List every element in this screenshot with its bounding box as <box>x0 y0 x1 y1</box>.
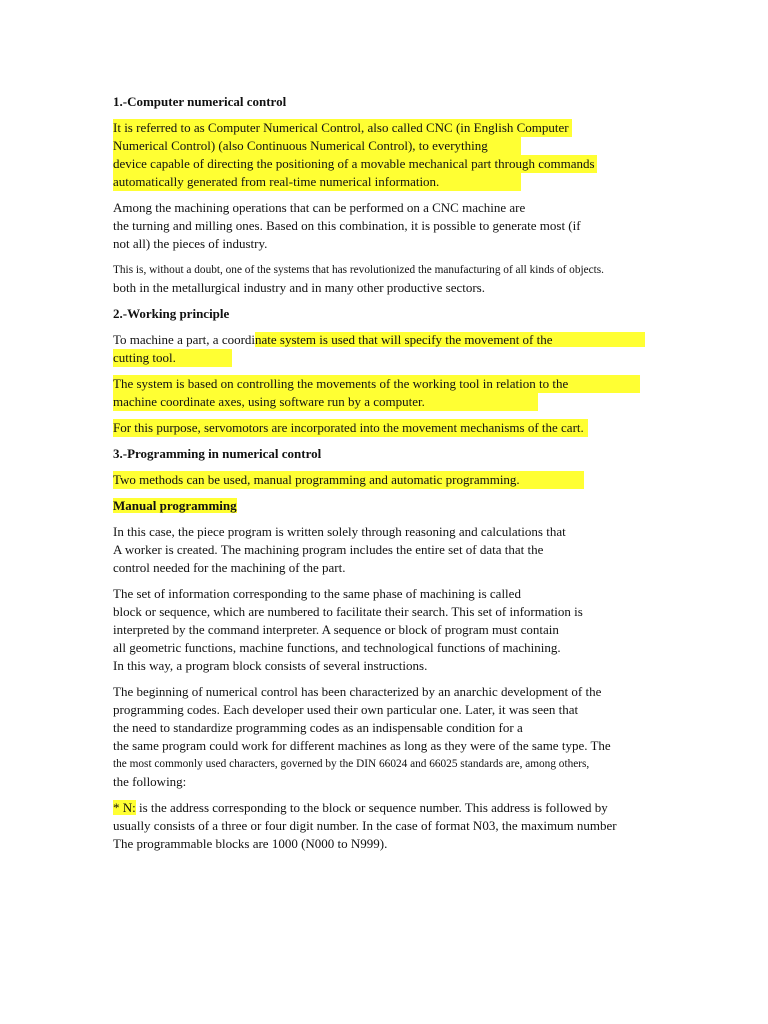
text-line: block or sequence, which are numbered to facilitate their search. This set of information is <box>113 604 583 619</box>
paragraph-piece-program <box>113 523 673 577</box>
highlighted-text: nate system is used that will specify the movement of the <box>255 332 645 347</box>
section-heading-cnc: 1.-Computer numerical control <box>113 94 287 109</box>
paragraph-machining-operations <box>113 199 673 253</box>
text-line: the need to standardize programming codes as an indispensable condition for a <box>113 720 523 735</box>
highlighted-line: Numerical Control) (also Continuous Numerical Control), to everything <box>113 137 521 155</box>
text-line-small: This is, without a doubt, one of the systems that has revolutionized the manufacturing of all kinds of objects. <box>113 264 605 276</box>
paragraph-control-system <box>113 375 673 411</box>
highlighted-line: automatically generated from real-time numerical information. <box>113 173 521 191</box>
highlighted-line: device capable of directing the positioning of a movable mechanical part through commands <box>113 156 595 171</box>
highlighted-line: For this purpose, servomotors are incorporated into the movement mechanisms of the cart. <box>113 419 588 437</box>
section-heading-working-principle: 2.-Working principle <box>113 306 230 321</box>
text-line: the same program could work for different machines as long as they were of the same type. The <box>113 738 611 753</box>
document-page <box>113 93 673 861</box>
plain-text: To machine a part, a coordi <box>113 332 256 347</box>
highlighted-line: cutting tool. <box>113 349 232 367</box>
text-line: The programmable blocks are 1000 (N000 to N999). <box>113 836 388 851</box>
text-line: all geometric functions, machine functions, and technological functions of machining. <box>113 640 561 655</box>
text-line: the following: <box>113 774 187 789</box>
text-line: In this way, a program block consists of several instructions. <box>113 658 428 673</box>
highlighted-line: Two methods can be used, manual programming and automatic programming. <box>113 471 584 489</box>
sub-heading-manual-programming: Manual programming <box>113 498 237 513</box>
text-line: not all) the pieces of industry. <box>113 236 268 251</box>
plain-text: is the address corresponding to the block or sequence number. This address is followed by <box>135 800 608 815</box>
paragraph-block-sequence <box>113 585 673 675</box>
paragraph-two-methods <box>113 471 673 489</box>
text-line: control needed for the machining of the part. <box>113 560 346 575</box>
text-line: Among the machining operations that can be performed on a CNC machine are <box>113 200 526 215</box>
text-line: interpreted by the command interpreter. A sequence or block of program must contain <box>113 622 559 637</box>
text-line: The set of information corresponding to the same phase of machining is called <box>113 586 521 601</box>
text-line: In this case, the piece program is written solely through reasoning and calculations that <box>113 524 566 539</box>
highlighted-line: It is referred to as Computer Numerical Control, also called CNC (in English Computer <box>113 119 572 137</box>
text-line: A worker is created. The machining program includes the entire set of data that the <box>113 542 544 557</box>
paragraph-cnc-definition <box>113 119 673 191</box>
highlighted-line: The system is based on controlling the movements of the working tool in relation to the <box>113 375 640 393</box>
text-line <box>113 331 645 349</box>
paragraph-revolution <box>113 261 673 297</box>
text-line <box>113 799 608 817</box>
text-line: programming codes. Each developer used their own particular one. Later, it was seen that <box>113 702 579 717</box>
text-line: The beginning of numerical control has been characterized by an anarchic development of the <box>113 684 602 699</box>
highlighted-text: * N: <box>113 800 136 815</box>
paragraph-standardization <box>113 683 673 791</box>
text-line: both in the metallurgical industry and in many other productive sectors. <box>113 280 485 295</box>
text-line-small: the most commonly used characters, governed by the DIN 66024 and 66025 standards are, among others, <box>113 758 590 770</box>
section-heading-programming: 3.-Programming in numerical control <box>113 446 322 461</box>
paragraph-n-address <box>113 799 673 853</box>
paragraph-servomotors <box>113 419 673 437</box>
text-line: the turning and milling ones. Based on this combination, it is possible to generate most (if <box>113 218 581 233</box>
highlighted-line: machine coordinate axes, using software run by a computer. <box>113 393 538 411</box>
paragraph-coordinate-system <box>113 331 673 367</box>
text-line: usually consists of a three or four digit number. In the case of format N03, the maximum number <box>113 818 617 833</box>
